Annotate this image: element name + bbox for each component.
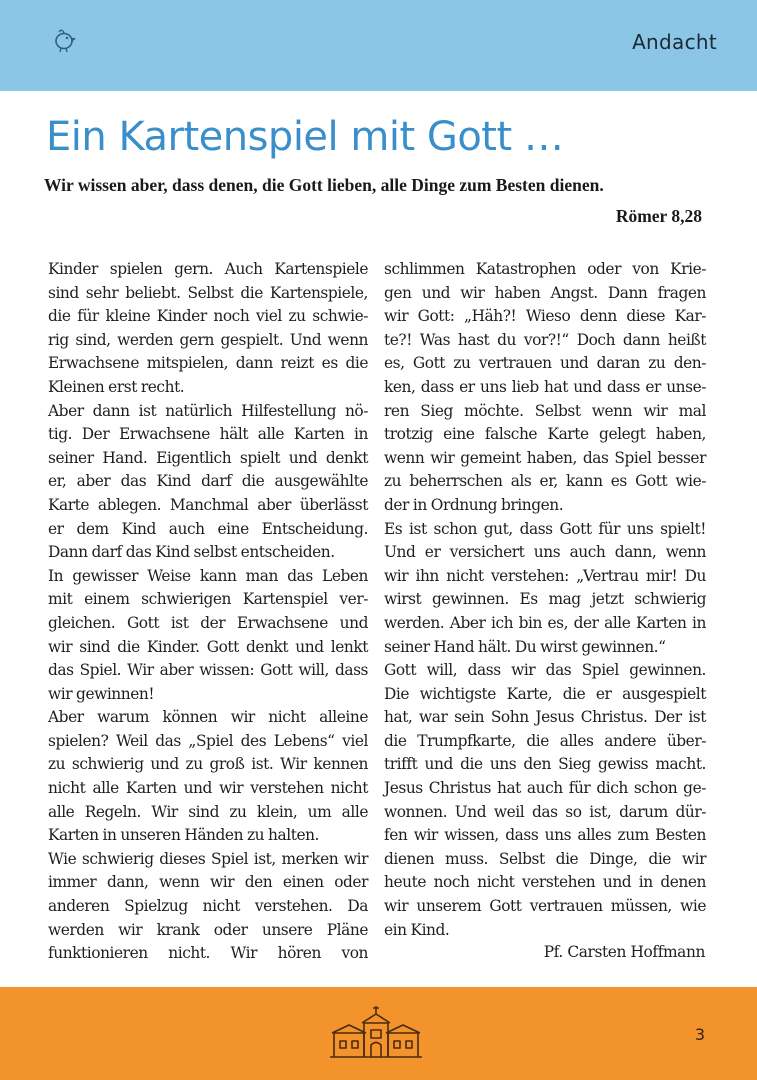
text-line: zu beherrschen als er, kann es Gott wie- bbox=[384, 472, 706, 491]
text-line: schlimmen Katastrophen oder von Krie- bbox=[384, 260, 706, 278]
text-line: Erwachsene mitspielen, dann reizt es die bbox=[48, 354, 368, 373]
text-line: ein Kind. bbox=[384, 920, 450, 939]
text-line: ken, dass er uns lieb hat und dass er unse- bbox=[384, 377, 706, 396]
text-column-right bbox=[384, 258, 706, 942]
text-line: seiner Hand hält. Du wirst gewinnen.“ bbox=[384, 637, 666, 656]
text-line: heute noch nicht verstehen und in denen bbox=[384, 873, 706, 892]
text-line: Jesus Christus hat auch für dich schon ge- bbox=[384, 779, 706, 798]
text-line: Gott will, dass wir das Spiel gewinnen. bbox=[384, 661, 706, 680]
text-line: die für kleine Kinder noch viel zu schwie- bbox=[48, 307, 368, 326]
text-line: dienen muss. Selbst die Dinge, die wir bbox=[384, 849, 706, 868]
text-line: immer dann, wenn wir den einen oder bbox=[48, 873, 368, 892]
text-line: er, aber das Kind darf die ausgewählte bbox=[48, 472, 368, 491]
text-line: Karten in unseren Händen zu halten. bbox=[48, 826, 320, 845]
text-line: wir unserem Gott vertrauen müssen, wie bbox=[384, 897, 706, 916]
text-line: funktionieren nicht. Wir hören von bbox=[48, 944, 368, 963]
text-line: ren Sieg möchte. Selbst wenn wir mal bbox=[384, 401, 706, 420]
text-line: spielen? Weil das „Spiel des Lebens“ viel bbox=[48, 731, 368, 750]
church-building-icon bbox=[324, 1003, 428, 1063]
text-line: Es ist schon gut, dass Gott für uns spielt! bbox=[384, 519, 706, 538]
text-line: Kleinen erst recht. bbox=[48, 377, 185, 396]
text-line: rig sind, werden gern gespielt. Und wenn bbox=[48, 330, 368, 349]
text-line: es, Gott zu vertrauen und daran zu den- bbox=[384, 354, 706, 373]
text-line: wenn wir gemeint haben, das Spiel besser bbox=[384, 448, 706, 467]
text-column-left bbox=[48, 258, 368, 966]
text-line: er dem Kind auch eine Entscheidung. bbox=[48, 519, 368, 538]
text-line: mit einem schwierigen Kartenspiel ver- bbox=[48, 590, 368, 609]
text-line: Wie schwierig dieses Spiel ist, merken wir bbox=[48, 849, 368, 868]
text-line: wir sind die Kinder. Gott denkt und lenkt bbox=[48, 637, 368, 656]
header-bar bbox=[0, 0, 757, 91]
text-line: sind sehr beliebt. Selbst die Kartenspiele, bbox=[48, 283, 368, 302]
text-line: Aber warum können wir nicht alleine bbox=[48, 708, 368, 727]
text-line: trotzig eine falsche Karte gelegt haben, bbox=[384, 425, 706, 444]
page-title: Ein Kartenspiel mit Gott … bbox=[46, 114, 564, 160]
text-line: das Spiel. Wir aber wissen: Gott will, dass bbox=[48, 661, 368, 680]
text-line: hat, war sein Sohn Jesus Christus. Der ist bbox=[384, 708, 706, 727]
text-line: seiner Hand. Eigentlich spielt und denkt bbox=[48, 448, 368, 467]
text-line: gen und wir haben Angst. Dann fragen bbox=[384, 283, 706, 302]
text-line: Kinder spielen gern. Auch Kartenspiele bbox=[48, 260, 368, 278]
text-line: trifft und die uns den Sieg gewiss macht. bbox=[384, 755, 706, 774]
text-line: anderen Spielzug nicht verstehen. Da bbox=[48, 897, 368, 916]
text-line: wonnen. Und weil das so ist, darum dür- bbox=[384, 802, 706, 821]
author-signature: Pf. Carsten Hoffmann bbox=[543, 943, 705, 961]
text-line: die Trumpfkarte, die alles andere über- bbox=[384, 731, 706, 750]
page-number: 3 bbox=[694, 1025, 705, 1044]
text-line: te?! Was hast du vor?!“ Doch dann heißt bbox=[384, 330, 706, 349]
bird-icon bbox=[50, 26, 78, 54]
text-line: wir gewinnen! bbox=[48, 684, 155, 703]
text-line: Dann darf das Kind selbst entscheiden. bbox=[48, 543, 335, 562]
text-line: werden wir krank oder unsere Pläne bbox=[48, 920, 368, 939]
text-line: Die wichtigste Karte, die er ausgespielt bbox=[384, 684, 706, 703]
section-label: Andacht bbox=[632, 30, 717, 54]
text-line: zu schwierig und zu groß ist. Wir kennen bbox=[48, 755, 368, 774]
text-line: nicht alle Karten und wir verstehen nicht bbox=[48, 779, 368, 798]
text-line: werden. Aber ich bin es, der alle Karten in bbox=[384, 613, 706, 632]
text-line: tig. Der Erwachsene hält alle Karten in bbox=[48, 425, 368, 444]
footer-bar bbox=[0, 987, 757, 1080]
text-line: alle Regeln. Wir sind zu klein, um alle bbox=[48, 802, 368, 821]
verse-reference: Römer 8,28 bbox=[615, 206, 702, 226]
text-line: Karte ablegen. Manchmal aber überlässt bbox=[48, 495, 368, 514]
text-line: fen wir wissen, dass uns alles zum Besten bbox=[384, 826, 706, 845]
text-line: Und er versichert uns auch dann, wenn bbox=[384, 543, 706, 562]
text-line: wir Gott: „Häh?! Wieso denn diese Kar- bbox=[384, 307, 706, 326]
text-line: wir ihn nicht verstehen: „Vertrau mir! Du bbox=[384, 566, 706, 585]
text-line: der in Ordnung bringen. bbox=[384, 495, 564, 514]
text-line: In gewisser Weise kann man das Leben bbox=[48, 566, 368, 585]
text-line: wirst gewinnen. Es mag jetzt schwierig bbox=[384, 590, 706, 609]
bible-verse: Wir wissen aber, dass denen, die Gott lieben, alle Dinge zum Besten dienen. bbox=[44, 175, 604, 195]
text-line: gleichen. Gott ist der Erwachsene und bbox=[48, 613, 368, 632]
text-line: Aber dann ist natürlich Hilfestellung nö- bbox=[48, 401, 368, 420]
